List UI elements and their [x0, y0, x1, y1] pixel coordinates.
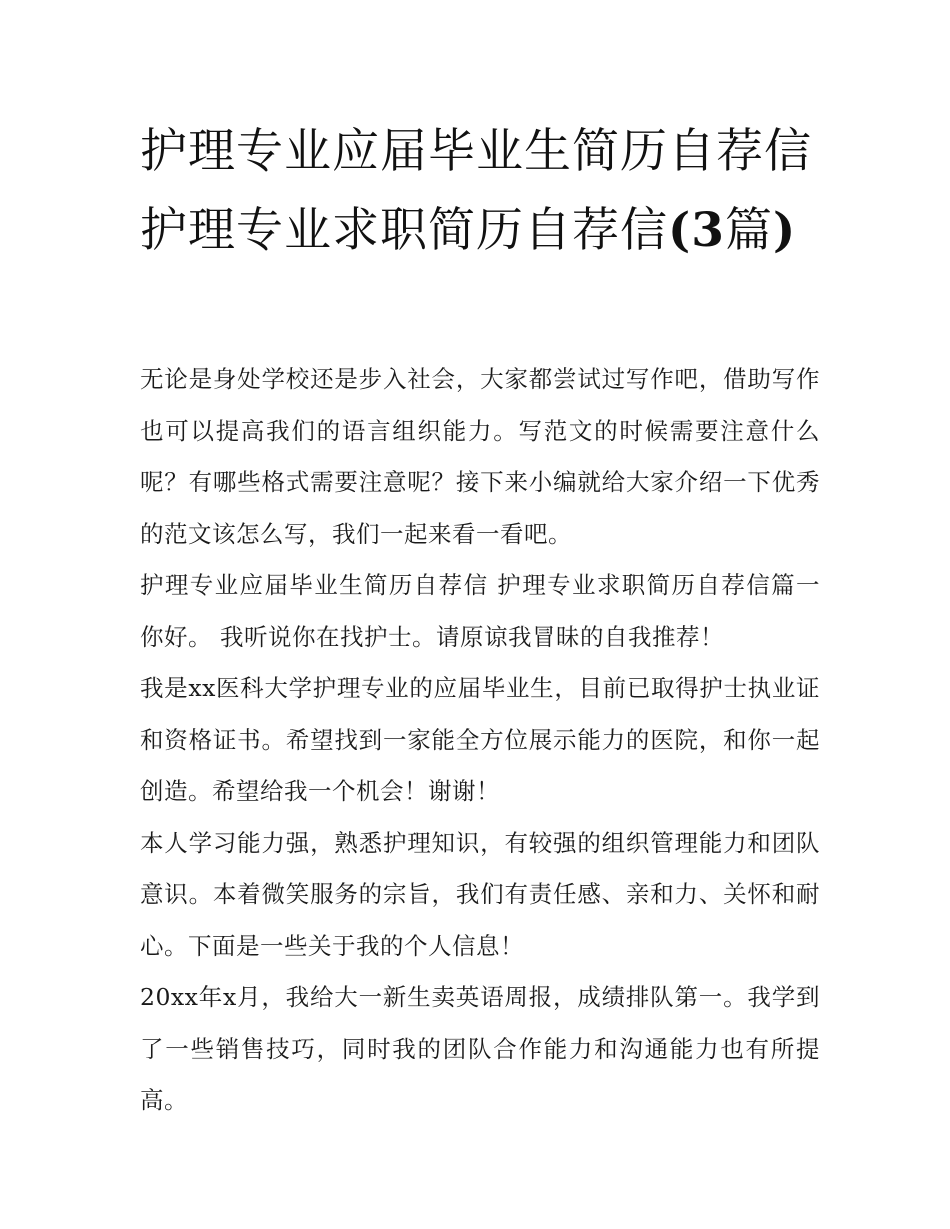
title-count-close: ) [772, 203, 797, 258]
document-title [140, 112, 820, 270]
paragraph-self-introduction: 我是xx医科大学护理专业的应届毕业生，目前已取得护士执业证和资格证书。希望找到一家能全方位展示能力的医院，和你一起创造。希望给我一个机会！谢谢！ [140, 674, 820, 805]
title-main-text: 护理专业应届毕业生简历自荐信 护理专业求职简历自荐信 [140, 124, 812, 258]
paragraph-abilities: 本人学习能力强，熟悉护理知识，有较强的组织管理能力和团队意识。本着微笑服务的宗旨，我们有责任感、亲和力、关怀和耐心。下面是一些关于我的个人信息！ [140, 828, 820, 960]
paragraph-intro: 无论是身处学校还是步入社会，大家都尝试过写作吧，借助写作也可以提高我们的语言组织能力。写范文的时候需要注意什么呢？有哪些格式需要注意呢？接下来小编就给大家介绍一下优秀的范文该怎么写，我们一起来看一看吧。 [140, 365, 820, 548]
paragraph-experience: 20xx年x月，我给大一新生卖英语周报，成绩排队第一。我学到了一些销售技巧，同时我的团队合作能力和沟通能力也有所提高。 [140, 983, 820, 1114]
paragraph-letter-heading: 护理专业应届毕业生简历自荐信 护理专业求职简历自荐信篇一 你好。 我听说你在找护士。请原谅我冒昧的自我推荐！ [140, 571, 820, 651]
title-count-open: (3 [668, 203, 725, 258]
document-body [140, 354, 820, 1127]
title-count-unit: 篇 [724, 203, 773, 258]
